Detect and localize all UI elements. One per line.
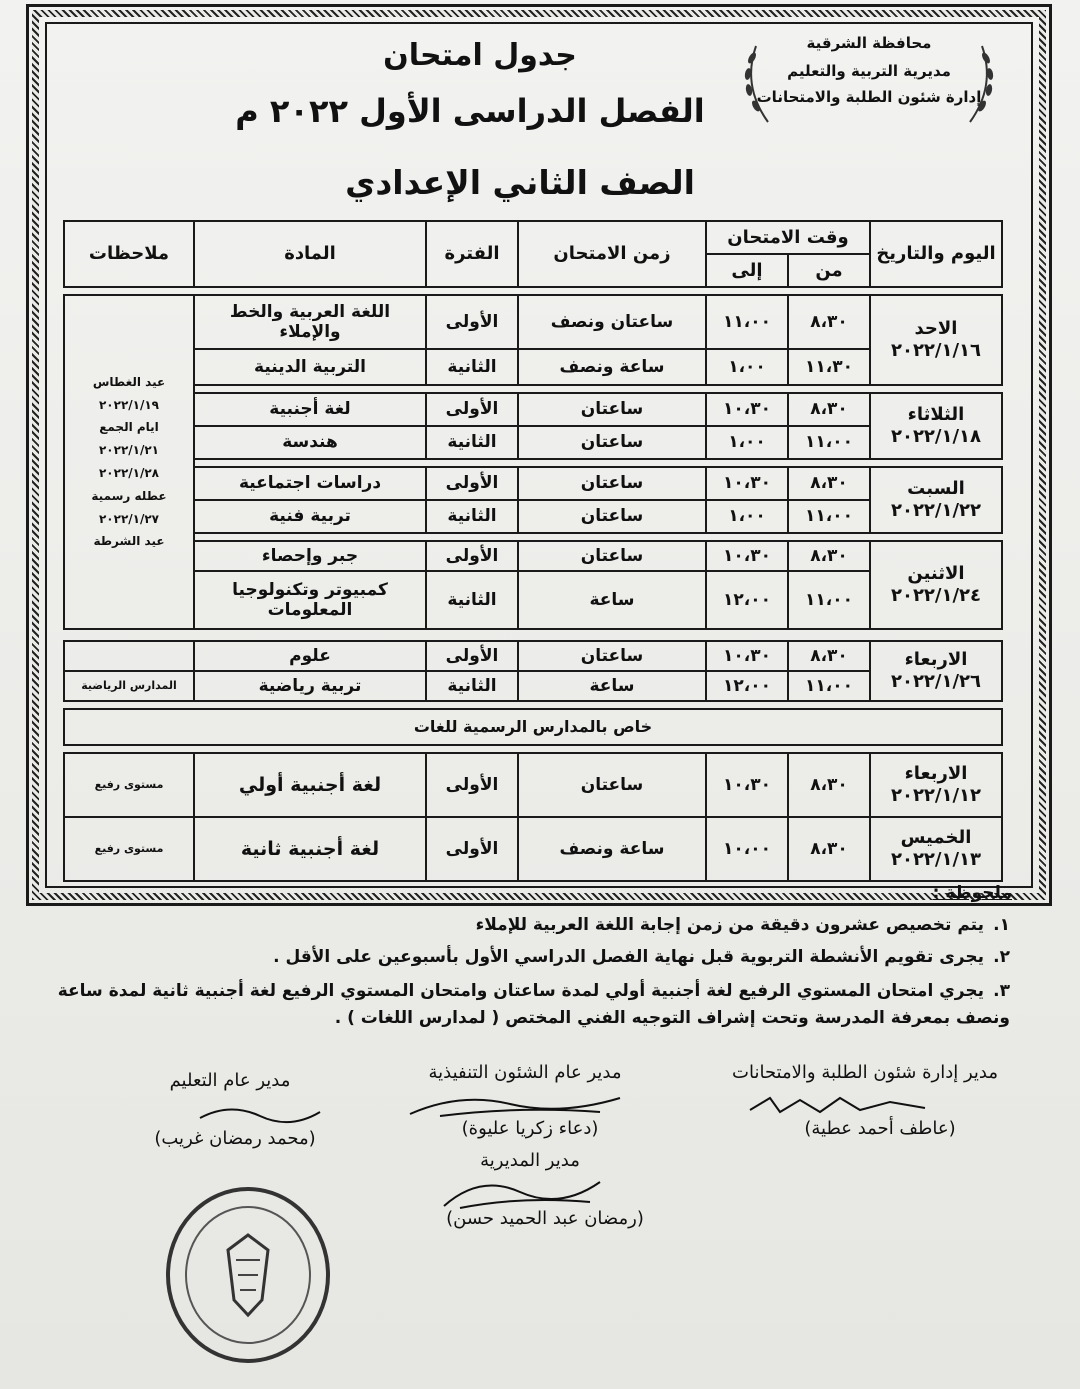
table-row bbox=[64, 753, 1002, 817]
page-title: جدول امتحان bbox=[383, 38, 577, 73]
notes-cell: مستوى رفيع bbox=[64, 753, 194, 817]
period-cell: الأولى bbox=[426, 541, 518, 571]
to-cell: ١،٠٠ bbox=[706, 349, 788, 385]
subject-cell: علوم bbox=[194, 641, 426, 671]
table-row bbox=[64, 641, 1002, 671]
subject-cell: كمبيوتر وتكنولوجيا المعلومات bbox=[194, 571, 426, 629]
header-exam-time: وقت الامتحان bbox=[706, 221, 870, 254]
period-cell: الثانية bbox=[426, 671, 518, 701]
logo-line-1: محافظة الشرقية bbox=[806, 34, 932, 52]
day-cell: الاحد ٢٠٢٢/١/١٦ bbox=[870, 295, 1002, 385]
logo-line-3: إدارة شئون الطلبة والامتحانات bbox=[756, 88, 982, 106]
duration-cell: ساعتان bbox=[518, 393, 706, 426]
duration-cell: ساعتان bbox=[518, 426, 706, 459]
from-cell: ١١،٠٠ bbox=[788, 426, 870, 459]
exam-schedule-table-lower bbox=[63, 640, 1003, 882]
signature-name-education: (محمد رمضان غريب) bbox=[154, 1128, 316, 1149]
period-cell: الثانية bbox=[426, 426, 518, 459]
duration-cell: ساعتان ونصف bbox=[518, 295, 706, 349]
period-cell: الثانية bbox=[426, 349, 518, 385]
to-cell: ١٠،٣٠ bbox=[706, 753, 788, 817]
table-row bbox=[64, 295, 1002, 349]
from-cell: ٨،٣٠ bbox=[788, 817, 870, 881]
from-cell: ١١،٠٠ bbox=[788, 500, 870, 533]
from-cell: ٨،٣٠ bbox=[788, 641, 870, 671]
period-cell: الأولى bbox=[426, 467, 518, 500]
subject-cell: جبر وإحصاء bbox=[194, 541, 426, 571]
to-cell: ١٠،٠٠ bbox=[706, 817, 788, 881]
holiday-note: عيد الشرطة bbox=[93, 534, 165, 549]
period-cell: الأولى bbox=[426, 817, 518, 881]
from-cell: ١١،٣٠ bbox=[788, 349, 870, 385]
from-cell: ٨،٣٠ bbox=[788, 541, 870, 571]
table-row bbox=[64, 571, 1002, 629]
sports-note-cell: المدارس الرياضية bbox=[64, 671, 194, 701]
language-schools-header: خاص بالمدارس الرسمية للغات bbox=[64, 709, 1002, 745]
day-cell: الاربعاء ٢٠٢٢/١/٢٦ bbox=[870, 641, 1002, 701]
signature-scribble-icon bbox=[190, 1098, 330, 1128]
subject-cell: تربية رياضية bbox=[194, 671, 426, 701]
logo-line-2: مديرية التربية والتعليم bbox=[787, 62, 951, 80]
directorate-logo bbox=[738, 26, 1000, 128]
holiday-note: ٢٠٢٢/١/٢٧ bbox=[98, 511, 160, 526]
duration-cell: ساعتان bbox=[518, 467, 706, 500]
to-cell: ١٠،٣٠ bbox=[706, 641, 788, 671]
signature-title-exams: مدير إدارة شئون الطلبة والامتحانات bbox=[732, 1062, 998, 1083]
subject-cell: دراسات اجتماعية bbox=[194, 467, 426, 500]
note-item-1: ١.يتم تخصيص عشرون دقيقة من زمن إجابة اللغة العربية للإملاء bbox=[475, 915, 1010, 935]
period-cell: الأولى bbox=[426, 295, 518, 349]
day-cell: السبت ٢٠٢٢/١/٢٢ bbox=[870, 467, 1002, 533]
period-cell: الثانية bbox=[426, 571, 518, 629]
header-notes: ملاحظات bbox=[64, 221, 194, 287]
semester-title: الفصل الدراسى الأول ٢٠٢٢ م bbox=[235, 92, 705, 130]
table-row bbox=[64, 541, 1002, 571]
to-cell: ١٢،٠٠ bbox=[706, 571, 788, 629]
header-duration: زمن الامتحان bbox=[518, 221, 706, 287]
period-cell: الثانية bbox=[426, 500, 518, 533]
duration-cell: ساعة ونصف bbox=[518, 349, 706, 385]
day-cell: الاربعاء ٢٠٢٢/١/١٢ bbox=[870, 753, 1002, 817]
subject-cell: اللغة العربية والخط والإملاء bbox=[194, 295, 426, 349]
day-cell: الخميس ٢٠٢٢/١/١٣ bbox=[870, 817, 1002, 881]
to-cell: ١٠،٣٠ bbox=[706, 541, 788, 571]
to-cell: ١،٠٠ bbox=[706, 500, 788, 533]
table-row bbox=[64, 393, 1002, 426]
notes-cell bbox=[64, 641, 194, 671]
table-row bbox=[64, 817, 1002, 881]
holiday-note: عيد الغطاس bbox=[92, 374, 166, 389]
holiday-note: عطله رسمية bbox=[91, 488, 167, 503]
from-cell: ٨،٣٠ bbox=[788, 393, 870, 426]
signature-scribble-icon bbox=[430, 1168, 610, 1212]
table-row bbox=[64, 426, 1002, 459]
official-stamp-icon bbox=[158, 1180, 338, 1370]
signature-title-education: مدير عام التعليم bbox=[169, 1070, 291, 1091]
duration-cell: ساعة bbox=[518, 571, 706, 629]
signature-scribble-icon bbox=[740, 1090, 940, 1120]
duration-cell: ساعة ونصف bbox=[518, 817, 706, 881]
duration-cell: ساعتان bbox=[518, 641, 706, 671]
holiday-note: ايام الجمع bbox=[99, 420, 159, 435]
exam-schedule-table bbox=[63, 220, 1003, 630]
table-row bbox=[64, 467, 1002, 500]
header-day: اليوم والتاريخ bbox=[870, 221, 1002, 287]
signature-title-exec: مدير عام الشئون التنفيذية bbox=[428, 1062, 622, 1083]
from-cell: ٨،٣٠ bbox=[788, 467, 870, 500]
grade-title: الصف الثاني الإعدادي bbox=[345, 163, 695, 202]
note-item-2: ٢.يجرى تقويم الأنشطة التربوية قبل نهاية الفصل الدراسي الأول بأسبوعين على الأقل . bbox=[273, 947, 1010, 967]
from-cell: ١١،٠٠ bbox=[788, 571, 870, 629]
duration-cell: ساعتان bbox=[518, 500, 706, 533]
day-cell: الاثنين ٢٠٢٢/١/٢٤ bbox=[870, 541, 1002, 629]
table-row bbox=[64, 671, 1002, 701]
to-cell: ١،٠٠ bbox=[706, 426, 788, 459]
subject-cell: لغة أجنبية ثانية bbox=[194, 817, 426, 881]
holiday-note: ٢٠٢٢/١/١٩ bbox=[98, 397, 160, 412]
duration-cell: ساعتان bbox=[518, 753, 706, 817]
subject-cell: هندسة bbox=[194, 426, 426, 459]
header-subject: المادة bbox=[194, 221, 426, 287]
signature-name-exams: (عاطف أحمد عطية) bbox=[804, 1118, 956, 1139]
duration-cell: ساعتان bbox=[518, 541, 706, 571]
holiday-note: ٢٠٢٢/١/٢٨ bbox=[98, 466, 160, 480]
header-period: الفترة bbox=[426, 221, 518, 287]
subject-cell: تربية فنية bbox=[194, 500, 426, 533]
period-cell: الأولى bbox=[426, 641, 518, 671]
subject-cell: لغة أجنبية bbox=[194, 393, 426, 426]
notes-cell: مستوى رفيع bbox=[64, 817, 194, 881]
subject-cell: لغة أجنبية أولي bbox=[194, 753, 426, 817]
from-cell: ١١،٠٠ bbox=[788, 671, 870, 701]
table-row bbox=[64, 500, 1002, 533]
to-cell: ١٠،٣٠ bbox=[706, 467, 788, 500]
duration-cell: ساعة bbox=[518, 671, 706, 701]
from-cell: ٨،٣٠ bbox=[788, 753, 870, 817]
signature-name-director: (رمضان عبد الحميد حسن) bbox=[446, 1208, 644, 1229]
to-cell: ١١،٠٠ bbox=[706, 295, 788, 349]
subject-cell: التربية الدينية bbox=[194, 349, 426, 385]
table-row bbox=[64, 349, 1002, 385]
period-cell: الأولى bbox=[426, 753, 518, 817]
from-cell: ٨،٣٠ bbox=[788, 295, 870, 349]
to-cell: ١٢،٠٠ bbox=[706, 671, 788, 701]
to-cell: ١٠،٣٠ bbox=[706, 393, 788, 426]
holiday-note: ٢٠٢٢/١/٢١ bbox=[98, 443, 160, 458]
signature-title-director: مدير المديرية bbox=[480, 1150, 580, 1171]
header-from: من bbox=[788, 254, 870, 287]
signature-scribble-icon bbox=[400, 1086, 640, 1122]
period-cell: الأولى bbox=[426, 393, 518, 426]
language-schools-row bbox=[64, 709, 1002, 745]
note-item-3: ٣.يجري امتحان المستوي الرفيع لغة أجنبية أولي لمدة ساعتان وامتحان المستوي الرفيع لغة أجنبية ثانية لمدة ساعة ونصف بمعرفة المدرسة وتحت إشراف التوجيه الفني المختص ( لمدارس اللغات ) . bbox=[57, 981, 1010, 1029]
signature-name-exec: (دعاء زكريا عليوة) bbox=[461, 1118, 599, 1139]
day-cell: الثلاثاء ٢٠٢٢/١/١٨ bbox=[870, 393, 1002, 459]
notes-title: ملحوظة : bbox=[932, 883, 1012, 903]
header-to: إلى bbox=[706, 254, 788, 287]
holiday-notes-cell bbox=[64, 295, 194, 629]
